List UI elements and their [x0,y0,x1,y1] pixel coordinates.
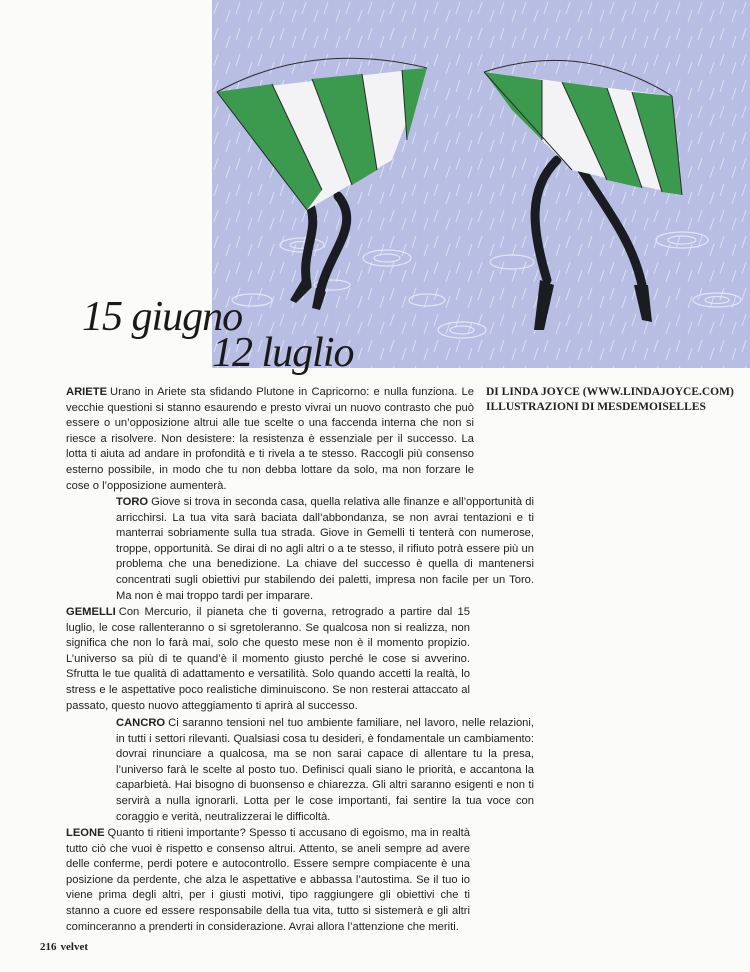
sign-text: Urano in Ariete sta sfidando Plutone in Capricorno: e nulla funziona. Le vecchie questioni si stanno esaurendo e presto vivrai un nuovo contrasto che può essere o un’opposizione altrui alle tue scelte o una faccenda interna che non si riesce a risolvere. Non desistere: la resistenza è essenziale per il successo. La lotta ti aiuta ad andare in profondità e ti rivela a te stesso. Raccogli più consenso esterno possibile, in modo che tu non debba lottare da solo, ma non forzare le cose o l’opposizione aumenterà. [66,386,474,492]
byline [486,385,746,415]
magazine-name: velvet [60,941,88,953]
page-folio [40,941,92,953]
sign-name: GEMELLI [66,606,116,618]
horoscope-section-leone [66,826,470,935]
sign-name: CANCRO [116,717,166,729]
sign-text: Quanto ti ritieni importante? Spesso ti accusano di egoismo, ma in realtà tutto ciò che vuoi è rispetto e consenso altrui. Attento, se aneli sempre ad avere delle conferme, perdi potere e autocontrollo. Essere sempre compiacente è una posizione da perdente, che alza le aspettative e abbassa l’autostima. Se il tuo io viene prima degli altri, per i giusti motivi, tipo raggiungere gli obiettivi che ti stanno a cuore ed essere responsabile della tua vita, tutto si sistemerà e gli altri cominceranno a prenderti in considerazione. Avrai allora l’attenzione che meriti. [66,827,470,933]
sign-text: Con Mercurio, il pianeta che ti governa, retrogrado a partire dal 15 luglio, le cose rallenteranno o si sgretoleranno. Se qualcosa non si realizza, non significa che non lo farà mai, solo che questo mese non è il momento propizio. L’universo sa più di te quand’è il momento giusto perché le cose si avverino. Sfrutta le tue qualità di adattamento e versatilità. Solo quando accetti la realtà, lo stress e le aspettative poco realistiche diminuiscono. Se non resterai attaccato al passato, questo nuovo atteggiamento ti aprirà al successo. [66,606,470,712]
sign-text: Ci saranno tensioni nel tuo ambiente familiare, nel lavoro, nelle relazioni, in tutti i settori rilevanti. Qualsiasi cosa tu desideri, è fondamentale un cambiamento: dovrai rinunciare a qualcosa, ma se non sarai capace di allentare tu la presa, l’universo farà le scelte al posto tuo. Definisci quali siano le priorità, e accantona la caparbietà. Hai bisogno di buonsenso e chiarezza. Gli altri saranno esigenti e non ti servirà a nulla ignorarli. Lotta per le cose importanti, fai sentire la tua voce con coraggio e verità, neutralizzerai le difficoltà. [116,717,534,823]
sign-name: ARIETE [66,386,108,398]
horoscope-section-cancro [116,716,534,825]
sign-name: TORO [116,496,149,508]
sign-name: LEONE [66,827,105,839]
horoscope-section-toro [116,495,534,604]
page-number: 216 [40,941,57,953]
sign-text: Giove si trova in seconda casa, quella relativa alle finanze e all’opportunità di arricchirsi. La tua vita sarà baciata dall’abbondanza, se non avrai tentazioni e ti manterrai sobriamente sulla tua strada. Giove in Gemelli ti tenterà con numerose, troppe, opportunità. Se dirai di no agli altri o a te stesso, il rifiuto potrà essere più un problema che una benedizione. La chiave del successo è quella di mantenersi concentrati sugli obiettivi pur stabilendo dei paletti, impresa non facile per un Toro. Ma non è mai troppo tardi per imparare. [116,496,534,602]
horoscope-section-gemelli [66,605,470,714]
byline-illustrations: ILLUSTRAZIONI DI MESDEMOISELLES [486,401,706,413]
byline-author: DI LINDA JOYCE (WWW.LINDAJOYCE.COM) [486,386,734,398]
title-line-2: 12 luglio [212,330,354,376]
horoscope-section-ariete [66,385,474,494]
rain-scene [212,0,750,368]
umbrella-illustration [212,0,750,368]
title-line-1: 15 giugno [82,294,243,340]
